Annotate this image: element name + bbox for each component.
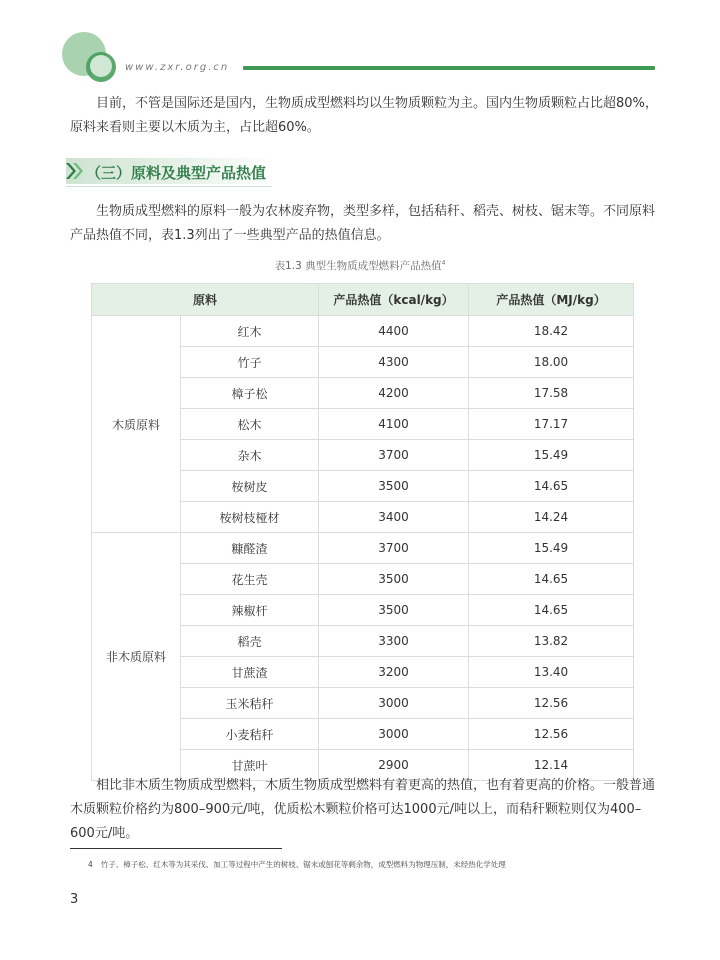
mj-value-cell: 14.65 (469, 564, 634, 595)
footnote-number: 4 (88, 860, 93, 869)
section-underline (66, 186, 272, 187)
kcal-value-cell: 3700 (319, 440, 469, 471)
kcal-value-cell: 4200 (319, 378, 469, 409)
kcal-value-cell: 3700 (319, 533, 469, 564)
kcal-value-cell: 3500 (319, 471, 469, 502)
double-chevron-right-icon (66, 161, 86, 181)
kcal-value-cell: 3000 (319, 688, 469, 719)
footnote-divider (70, 848, 282, 849)
material-name-cell: 桉树枝桠材 (181, 502, 319, 533)
category-cell: 木质原料 (92, 316, 181, 533)
header-divider (243, 66, 655, 70)
material-name-cell: 小麦秸秆 (181, 719, 319, 750)
kcal-value-cell: 3400 (319, 502, 469, 533)
material-name-cell: 甘蔗叶 (181, 750, 319, 781)
material-name-cell: 玉米秸秆 (181, 688, 319, 719)
header-material: 原料 (92, 284, 319, 316)
header-kcal: 产品热值（kcal/kg） (319, 284, 469, 316)
header-mj: 产品热值（MJ/kg） (469, 284, 634, 316)
material-name-cell: 红木 (181, 316, 319, 347)
mj-value-cell: 15.49 (469, 440, 634, 471)
footnote (88, 859, 506, 870)
table-header-row (92, 284, 634, 316)
mj-value-cell: 12.56 (469, 688, 634, 719)
mj-value-cell: 14.65 (469, 471, 634, 502)
footnote-ref[interactable]: 4 (441, 259, 446, 267)
footnote-text: 竹子、樟子松、红木等为其采伐、加工等过程中产生的树枝、锯末或刨花等剩余物，成型燃料为物理压制，未经热化学处理 (100, 860, 506, 869)
mj-value-cell: 13.82 (469, 626, 634, 657)
kcal-value-cell: 2900 (319, 750, 469, 781)
category-cell: 非木质原料 (92, 533, 181, 781)
kcal-value-cell: 4100 (319, 409, 469, 440)
material-name-cell: 桉树皮 (181, 471, 319, 502)
materials-paragraph: 生物质成型燃料的原料一般为农林废弃物，类型多样，包括秸秆、稻壳、树枝、锯末等。不同原料产品热值不同，表1.3列出了一些典型产品的热值信息。 (70, 204, 656, 243)
table-row (92, 316, 634, 347)
mj-value-cell: 17.58 (469, 378, 634, 409)
table-body (92, 316, 634, 781)
table-caption-text: 表1.3 典型生物质成型燃料产品热值 (274, 260, 442, 272)
kcal-value-cell: 3500 (319, 564, 469, 595)
intro-paragraph: 目前，不管是国际还是国内，生物质成型燃料均以生物质颗粒为主。国内生物质颗粒占比超80%，原料来看则主要以木质为主，占比超60%。 (70, 96, 658, 135)
material-name-cell: 花生壳 (181, 564, 319, 595)
kcal-value-cell: 3200 (319, 657, 469, 688)
site-logo (62, 32, 122, 82)
mj-value-cell: 17.17 (469, 409, 634, 440)
material-name-cell: 辣椒杆 (181, 595, 319, 626)
material-name-cell: 稻壳 (181, 626, 319, 657)
heat-value-table (91, 283, 634, 781)
section-heading (66, 156, 276, 188)
kcal-value-cell: 4400 (319, 316, 469, 347)
table-caption (0, 258, 720, 273)
conclusion-paragraph: 相比非木质生物质成型燃料，木质生物质成型燃料有着更高的热值，也有着更高的价格。一般普通木质颗粒价格约为800–900元/吨，优质松木颗粒价格可达1000元/吨以上，而秸秆颗粒则仅为400–600元/吨。 (70, 778, 656, 841)
material-name-cell: 松木 (181, 409, 319, 440)
mj-value-cell: 18.42 (469, 316, 634, 347)
kcal-value-cell: 4300 (319, 347, 469, 378)
mj-value-cell: 15.49 (469, 533, 634, 564)
section-title: （三）原料及典型产品热值 (86, 164, 267, 182)
table-row (92, 533, 634, 564)
header-url[interactable]: www.zxr.org.cn (125, 62, 230, 73)
material-name-cell: 杂木 (181, 440, 319, 471)
material-name-cell: 竹子 (181, 347, 319, 378)
kcal-value-cell: 3300 (319, 626, 469, 657)
material-name-cell: 樟子松 (181, 378, 319, 409)
mj-value-cell: 12.14 (469, 750, 634, 781)
material-name-cell: 糠醛渣 (181, 533, 319, 564)
mj-value-cell: 12.56 (469, 719, 634, 750)
page-number: 3 (70, 892, 79, 907)
mj-value-cell: 13.40 (469, 657, 634, 688)
mj-value-cell: 14.65 (469, 595, 634, 626)
material-name-cell: 甘蔗渣 (181, 657, 319, 688)
kcal-value-cell: 3000 (319, 719, 469, 750)
mj-value-cell: 14.24 (469, 502, 634, 533)
kcal-value-cell: 3500 (319, 595, 469, 626)
mj-value-cell: 18.00 (469, 347, 634, 378)
